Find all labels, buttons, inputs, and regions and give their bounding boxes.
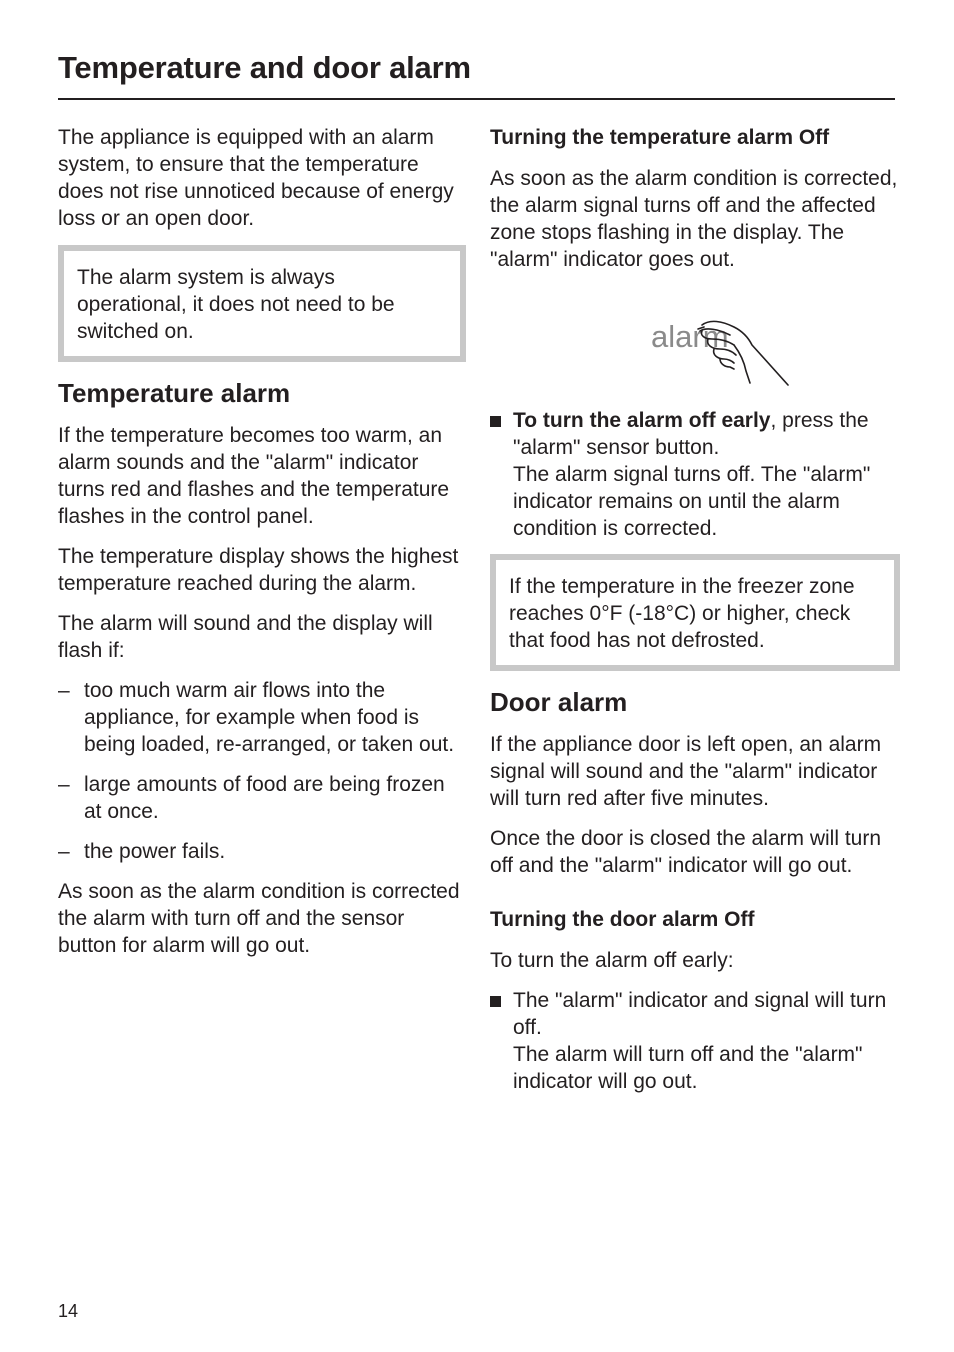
list-item [58, 677, 466, 758]
note-box-always-on [58, 245, 466, 362]
turning-door-alarm-off-heading: Turning the door alarm Off [490, 908, 755, 931]
page-number: 14 [58, 1301, 79, 1321]
dash-marker: – [58, 679, 70, 702]
door-alarm-para1: If the appliance door is left open, an alarm signal will sound and the "alarm" indicator will turn red after five minutes. [490, 733, 882, 810]
list-item [490, 407, 900, 542]
square-bullet-icon [490, 996, 501, 1007]
alarm-button-illustration [490, 303, 900, 403]
turning-temp-alarm-off-paragraph: As soon as the alarm condition is corrected, the alarm signal turns off and the affected zone stops flashing in the display. The "alarm" indicator goes out. [490, 167, 898, 271]
note-box-freezer [490, 554, 900, 671]
note-text: If the temperature in the freezer zone reaches 0°F (-18°C) or higher, check that food has not defrosted. [509, 575, 855, 652]
dash-marker: – [58, 773, 70, 796]
turning-door-alarm-off-paragraph: To turn the alarm off early: [490, 949, 734, 972]
bullet-followup-text: The alarm signal turns off. The "alarm" indicator remains on until the alarm condition is corrected. [513, 463, 871, 540]
temperature-alarm-heading: Temperature alarm [58, 378, 291, 408]
alarm-sensor-label: alarm [651, 319, 729, 354]
list-item [490, 987, 900, 1095]
door-turn-off-list [490, 987, 900, 1095]
alarm-conditions-list [58, 677, 466, 865]
intro-paragraph: The appliance is equipped with an alarm system, to ensure that the temperature does not rise unnoticed because of energy loss or an open door. [58, 126, 454, 230]
list-item-text: the power fails. [84, 840, 226, 863]
turning-temp-alarm-off-heading: Turning the temperature alarm Off [490, 126, 830, 149]
page-title: Temperature and door alarm [58, 50, 471, 85]
dash-marker: – [58, 840, 70, 863]
temperature-alarm-para2: The temperature display shows the highest temperature reached during the alarm. [58, 545, 459, 595]
temperature-alarm-para4: As soon as the alarm condition is corrected the alarm with turn off and the sensor button for alarm will go out. [58, 880, 460, 957]
bullet-bold-text: To turn the alarm off early [513, 409, 771, 432]
note-text: The alarm system is always operational, it does not need to be switched on. [77, 266, 395, 343]
bullet-text: , press the "alarm" sensor button. [513, 409, 869, 459]
pressing-hand-icon [690, 309, 800, 389]
list-item-text: too much warm air flows into the appliance, for example when food is being loaded, re-arranged, or taken out. [84, 679, 455, 756]
list-item [58, 838, 466, 865]
square-bullet-icon [490, 416, 501, 427]
bullet-followup-text: The alarm will turn off and the "alarm" indicator will go out. [513, 1043, 863, 1093]
temperature-alarm-para3: The alarm will sound and the display will flash if: [58, 612, 433, 662]
door-alarm-para2: Once the door is closed the alarm will turn off and the "alarm" indicator will go out. [490, 827, 882, 877]
turn-off-early-list [490, 407, 900, 542]
temperature-alarm-para1: If the temperature becomes too warm, an alarm sounds and the "alarm" indicator turns red and flashes and the temperature flashes in the control panel. [58, 424, 450, 528]
bullet-text: The "alarm" indicator and signal will turn off. [513, 989, 887, 1039]
door-alarm-heading: Door alarm [490, 687, 628, 717]
list-item [58, 771, 466, 825]
left-column [58, 124, 466, 972]
title-rule [58, 98, 895, 100]
right-column [490, 124, 900, 1105]
list-item-text: large amounts of food are being frozen at once. [84, 773, 445, 823]
